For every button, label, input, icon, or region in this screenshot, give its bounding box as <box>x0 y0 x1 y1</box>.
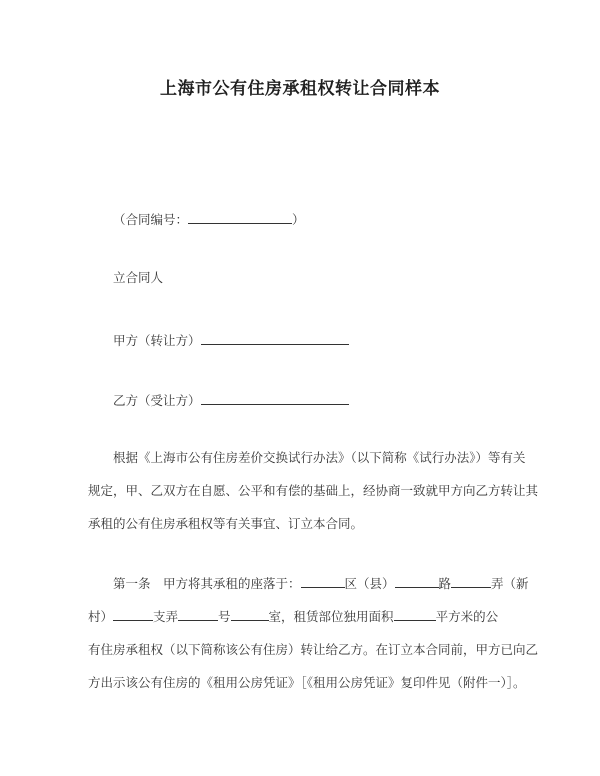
contract-number-blank <box>188 210 292 224</box>
district-blank <box>301 574 345 588</box>
article-1-line: 村） 支弄 号 室，租赁部位独用面积 平方米的公 <box>88 609 499 624</box>
article-1-line: 有住房承租权（以下简称该公有住房）转让给乙方。在订立本合同前，甲方已向乙 <box>88 642 539 657</box>
parties-heading: 立合同人 <box>113 270 164 285</box>
preamble-paragraph <box>88 441 539 540</box>
article-1-line: 第一条 甲方将其承租的座落于： 区（县） 路 弄（新 <box>113 576 529 591</box>
preamble-line: 规定，甲、乙双方在自愿、公平和有偿的基础上，经协商一致就甲方向乙方转让其 <box>88 483 539 498</box>
room-blank <box>231 607 269 621</box>
lane-blank <box>451 574 491 588</box>
contract-number-line <box>113 210 305 228</box>
contract-number-label: （合同编号： <box>113 212 189 227</box>
party-b-line <box>113 391 349 409</box>
contract-number-close: ） <box>292 212 305 227</box>
road-blank <box>395 574 439 588</box>
preamble-line: 根据《上海市公有住房差价交换试行办法》（以下简称《试行办法》）等有关 <box>113 450 526 465</box>
party-a-line <box>113 331 349 349</box>
sub-lane-blank <box>113 607 153 621</box>
party-b-label: 乙方（受让方） <box>113 393 201 408</box>
party-b-blank <box>201 391 349 405</box>
party-a-label: 甲方（转让方） <box>113 333 201 348</box>
preamble-line: 承租的公有住房承租权等有关事宜、订立本合同。 <box>88 516 364 531</box>
number-blank <box>178 607 218 621</box>
article-1-line: 方出示该公有住房的《租用公房凭证》［《租用公房凭证》复印件见（附件一）］。 <box>88 675 526 690</box>
document-title: 上海市公有住房承租权转让合同样本 <box>160 79 440 99</box>
party-a-blank <box>201 331 349 345</box>
article-1-paragraph <box>88 567 539 699</box>
area-blank <box>394 607 436 621</box>
